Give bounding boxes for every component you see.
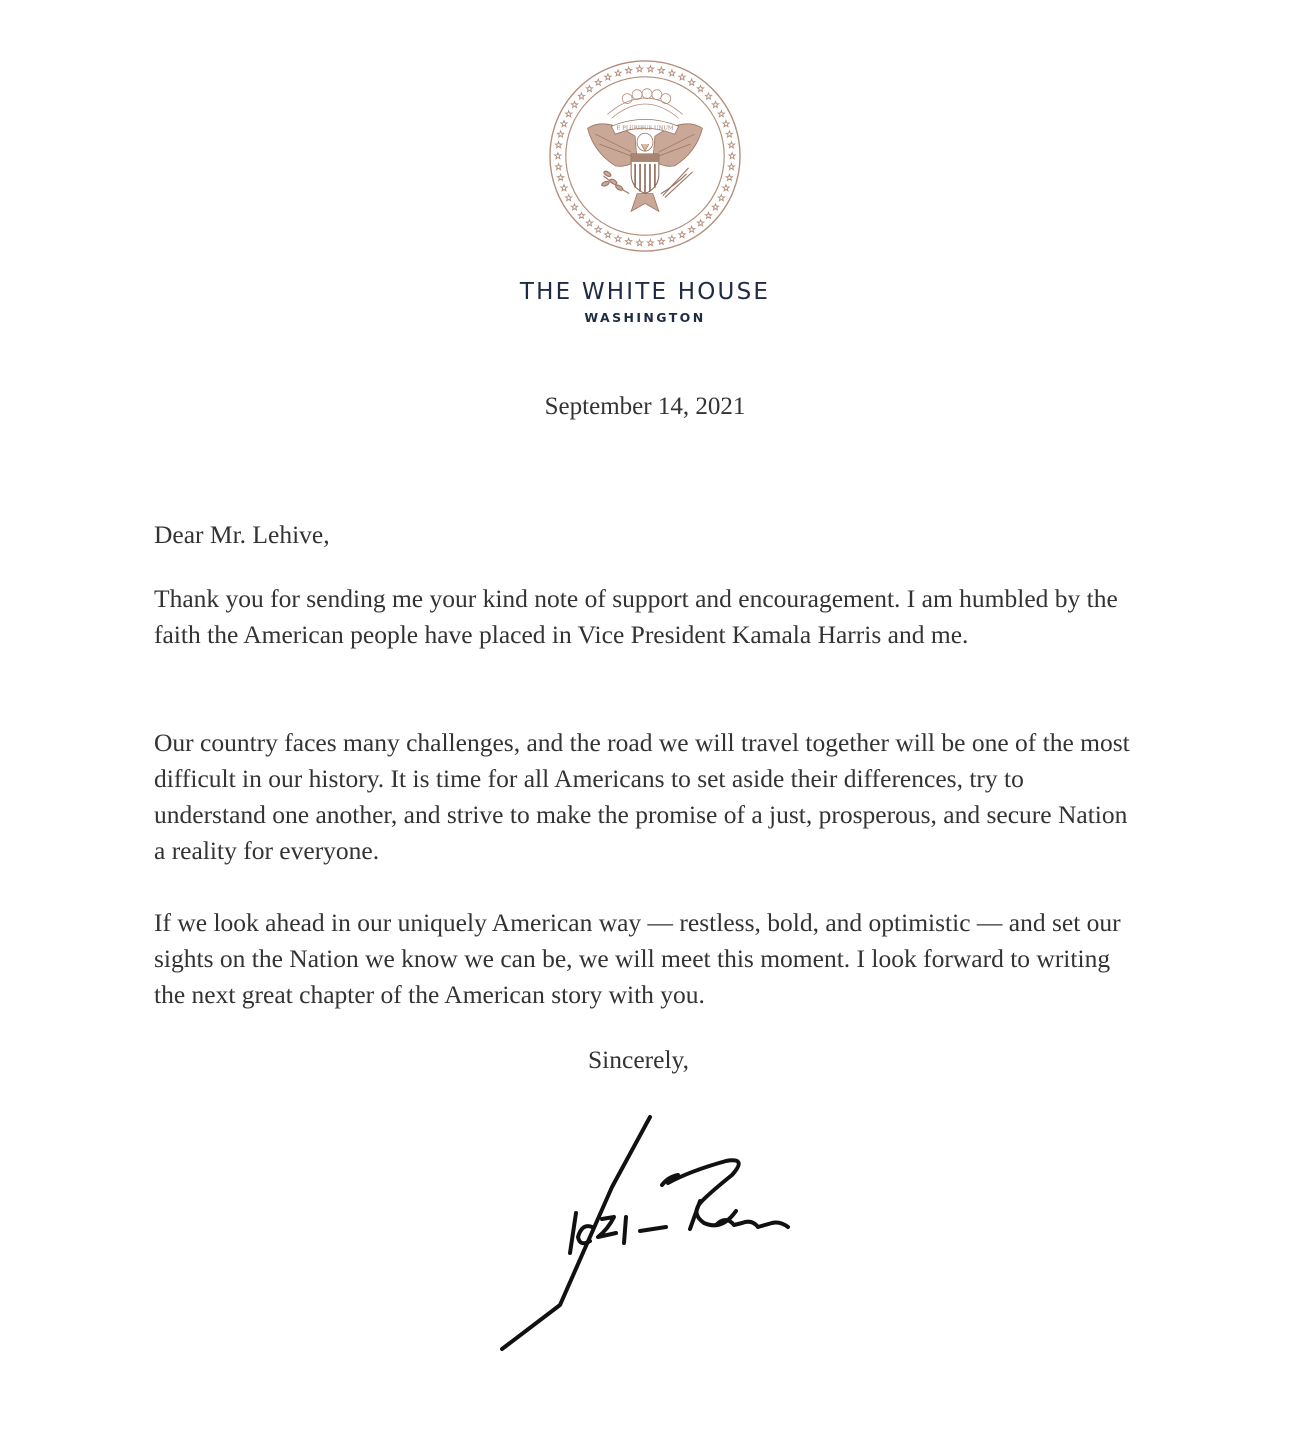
seal-star [557,174,563,180]
seal-star [669,70,675,76]
seal-star [697,220,703,226]
seal-star [636,240,642,246]
seal-star [658,67,664,73]
seal-star [578,93,584,99]
seal-star [728,142,734,148]
seal-star [586,86,592,92]
seal-star [718,195,724,201]
seal-star [726,131,732,137]
seal-star [578,212,584,218]
seal-star [586,220,592,226]
seal-star [571,101,577,107]
seal-star [705,212,711,218]
seal-star [688,226,694,232]
seal-star [557,131,563,137]
seal-star [669,235,675,241]
letter-paragraph-1: Thank you for sending me your kind note of support and encouragement. I am humbled by the faith the American people have placed in Vice President Kamala Harris and me. [154,584,1118,649]
seal-star [615,70,621,76]
letterhead-title: THE WHITE HOUSE [519,279,771,305]
seal-star [625,238,631,244]
signature-icon [490,1105,810,1365]
seal-star [718,111,724,117]
seal-star [712,204,718,210]
seal-star [595,226,601,232]
seal-star [561,121,567,127]
seal-star [555,142,561,148]
seal-motto: E PLURIBUS UNUM [616,125,674,132]
seal-star [636,66,642,72]
seal-star [658,238,664,244]
seal-star [615,235,621,241]
seal-star [555,164,561,170]
seal-star [712,101,718,107]
seal-star [723,185,729,191]
seal-star [647,66,653,72]
seal-star [571,204,577,210]
letter-date: September 14, 2021 [544,393,746,420]
letter-paragraph-2: Our country faces many challenges, and the road we will travel together will be one of the most difficult in our history. It is time for all Americans to set aside their differences, try to understand one another, and strive to make the promise of a just, prosperous, and secure Nation a reality for everyone. [154,728,1130,865]
presidential-seal-icon [546,57,744,255]
seal-star [561,185,567,191]
seal-star [723,121,729,127]
seal-star [625,67,631,73]
seal-star [565,111,571,117]
seal-star [688,79,694,85]
letter-greeting: Dear Mr. Lehive, [154,520,330,549]
seal-star [726,174,732,180]
seal-star [679,74,685,80]
seal-star [555,153,561,159]
seal-star [605,231,611,237]
seal-star [728,164,734,170]
seal-star [697,86,703,92]
letter-paragraph-3: If we look ahead in our uniquely American way — restless, bold, and optimistic — and set our sights on the Nation we know we can be, we will meet this moment. I look forward to writing the next great chapter of the American story with you. [154,908,1121,1009]
seal-star [565,195,571,201]
seal-star [705,93,711,99]
seal-star [679,231,685,237]
letter-closing: Sincerely, [588,1045,690,1074]
seal-star [729,153,735,159]
seal-star [605,74,611,80]
seal-star [647,240,653,246]
seal-star [595,79,601,85]
letterhead-subtitle: WASHINGTON [584,310,706,325]
